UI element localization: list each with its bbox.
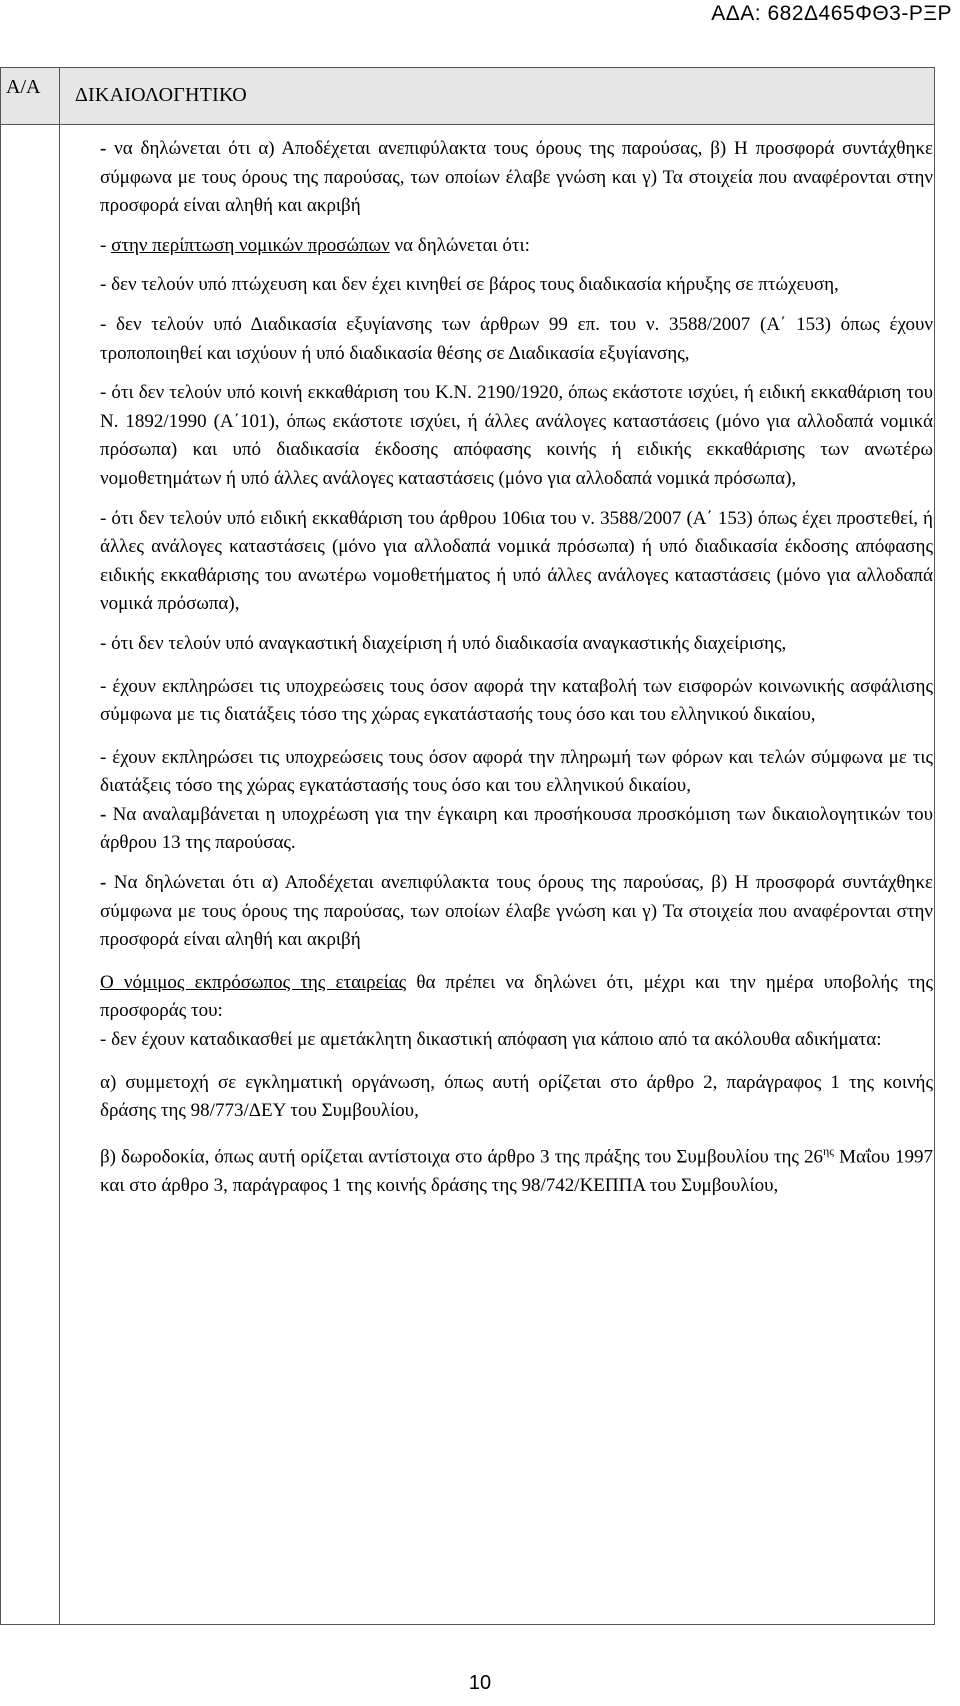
underlined-phrase: στην περίπτωση νομικών προσώπων	[111, 234, 390, 256]
ada-code: ΑΔΑ: 682Δ465ΦΘ3-ΡΞΡ	[711, 2, 952, 25]
paragraph-text: Να δηλώνεται ότι α) Αποδέχεται ανεπιφύλακτα τους όρους της παρούσας, β) Η προσφορά συντάχθηκε σύμφωνα με τους όρους της παρούσας, των οποίων έλαβε γνώση και γ) Τα στοιχεία που αναφέρονται στην προσφορά είναι αληθή και ακριβή	[100, 872, 933, 951]
paragraph-legal-representative	[100, 969, 933, 1026]
paragraph-convictions: - δεν έχουν καταδικασθεί με αμετάκλητη δικαστική απόφαση για κάποιο από τα ακόλουθα αδικήματα:	[100, 1029, 882, 1051]
paragraph-compulsory-administration: - ότι δεν τελούν υπό αναγκαστική διαχείριση ή υπό διαδικασία αναγκαστικής διαχείρισης,	[100, 632, 787, 654]
paragraph-liquidation: - ότι δεν τελούν υπό κοινή εκκαθάριση του Κ.Ν. 2190/1920, όπως εκάστοτε ισχύει, ή ειδική εκκαθάριση του Ν. 1892/1990 (Α΄101), όπως εκάστοτε ισχύει, ή άλλες ανάλογες καταστάσεις (μόνο για αλλοδαπά νομικά πρόσωπα) και υπό διαδικασία έκδοσης απόφασης κοινής ή ειδικής εκκαθάρισης των ανωτέρω νομοθετημάτων ή υπό άλλες ανάλογες καταστάσεις (μόνο για αλλοδαπά νομικά πρόσωπα),	[100, 382, 933, 489]
paragraph-bankruptcy: - δεν τελούν υπό πτώχευση και δεν έχει κινηθεί σε βάρος τους διαδικασία κήρυξης σε πτώχευση,	[100, 274, 839, 296]
paragraph-criminal-organization: α) συμμετοχή σε εγκληματική οργάνωση, όπως αυτή ορίζεται στο άρθρο 2, παράγραφος 1 της κοινής δράσης της 98/773/ΔΕΥ του Συμβουλίου,	[100, 1071, 933, 1122]
paragraph-acceptance-2	[100, 869, 933, 955]
paragraph-submission-obligation	[100, 801, 933, 858]
document-column-header: ΔΙΚΑΙΟΛΟΓΗΤΙΚΟ	[75, 84, 247, 106]
paragraph-bribery	[100, 1137, 933, 1201]
paragraph-taxes: - έχουν εκπληρώσει τις υποχρεώσεις τους όσον αφορά την πληρωμή των φόρων και τελών σύμφωνα με τις διατάξεις τόσο της χώρας εγκατάστασής τους όσο και του ελληνικού δικαίου,	[100, 746, 933, 797]
paragraph-acceptance-1	[100, 135, 933, 221]
paragraph-text: Μαΐου 1997 και στο άρθρο 3, παράγραφος 1 της κοινής δράσης της 98/742/ΚΕΠΠΑ του Συμβουλίου,	[100, 1146, 933, 1196]
dash-marker: -	[100, 803, 107, 825]
paragraph-text: Να αναλαμβάνεται η υποχρέωση για την έγκαιρη και προσήκουσα προσκόμιση των δικαιολογητικών του άρθρου 13 της παρούσας.	[100, 803, 933, 854]
dash-prefix: -	[100, 234, 112, 256]
paragraph-reorganization: - δεν τελούν υπό Διαδικασία εξυγίανσης των άρθρων 99 επ. του ν. 3588/2007 (Α΄ 153) όπως έχουν τροποποιηθεί και ισχύουν ή υπό διαδικασία θέσης σε Διαδικασία εξυγίανσης,	[100, 313, 933, 364]
ordinal-superscript: ης	[822, 1143, 835, 1158]
page-number: 10	[468, 1672, 492, 1694]
paragraph-text: να δηλώνεται ότι:	[389, 234, 530, 256]
paragraph-social-security: - έχουν εκπληρώσει τις υποχρεώσεις τους όσον αφορά την καταβολή των εισφορών κοινωνικής ασφάλισης σύμφωνα με τις διατάξεις τόσο της χώρας εγκατάστασής τους όσο και του ελληνικού δικαίου,	[100, 675, 933, 726]
paragraph-text: β) δωροδοκία, όπως αυτή ορίζεται αντίστοιχα στο άρθρο 3 της πράξης του Συμβουλίου της 26	[100, 1146, 823, 1168]
paragraph-legal-entities	[100, 232, 933, 261]
requirements-table	[0, 67, 935, 1625]
underlined-phrase: Ο νόμιμος εκπρόσωπος της εταιρείας	[100, 971, 407, 993]
requirements-content	[100, 135, 933, 1200]
paragraph-text: να δηλώνεται ότι α) Αποδέχεται ανεπιφύλακτα τους όρους της παρούσας, β) Η προσφορά συντάχθηκε σύμφωνα με τους όρους της παρούσας, των οποίων έλαβε γνώση και γ) Τα στοιχεία που αναφέρονται στην προσφορά είναι αληθή και ακριβή	[100, 138, 933, 217]
paragraph-special-liquidation: - ότι δεν τελούν υπό ειδική εκκαθάριση του άρθρου 106ια του ν. 3588/2007 (Α΄ 153) όπως έχει προστεθεί, ή άλλες ανάλογες καταστάσεις (μόνο για αλλοδαπά νομικά πρόσωπα) ή υπό διαδικασία έκδοσης απόφασης ειδικής εκκαθάρισης του ανωτέρω νομοθετήματος ή υπό άλλες ανάλογες καταστάσεις (μόνο για αλλοδαπά νομικά πρόσωπα),	[100, 507, 933, 615]
column-divider	[59, 68, 60, 1624]
dash-marker: -	[100, 872, 107, 894]
paragraph-text: θα πρέπει να δηλώνει ότι, μέχρι και την ημέρα υποβολής της προσφοράς του:	[100, 971, 933, 1022]
aa-column-header: Α/Α	[6, 76, 41, 98]
dash-marker: -	[100, 138, 107, 159]
